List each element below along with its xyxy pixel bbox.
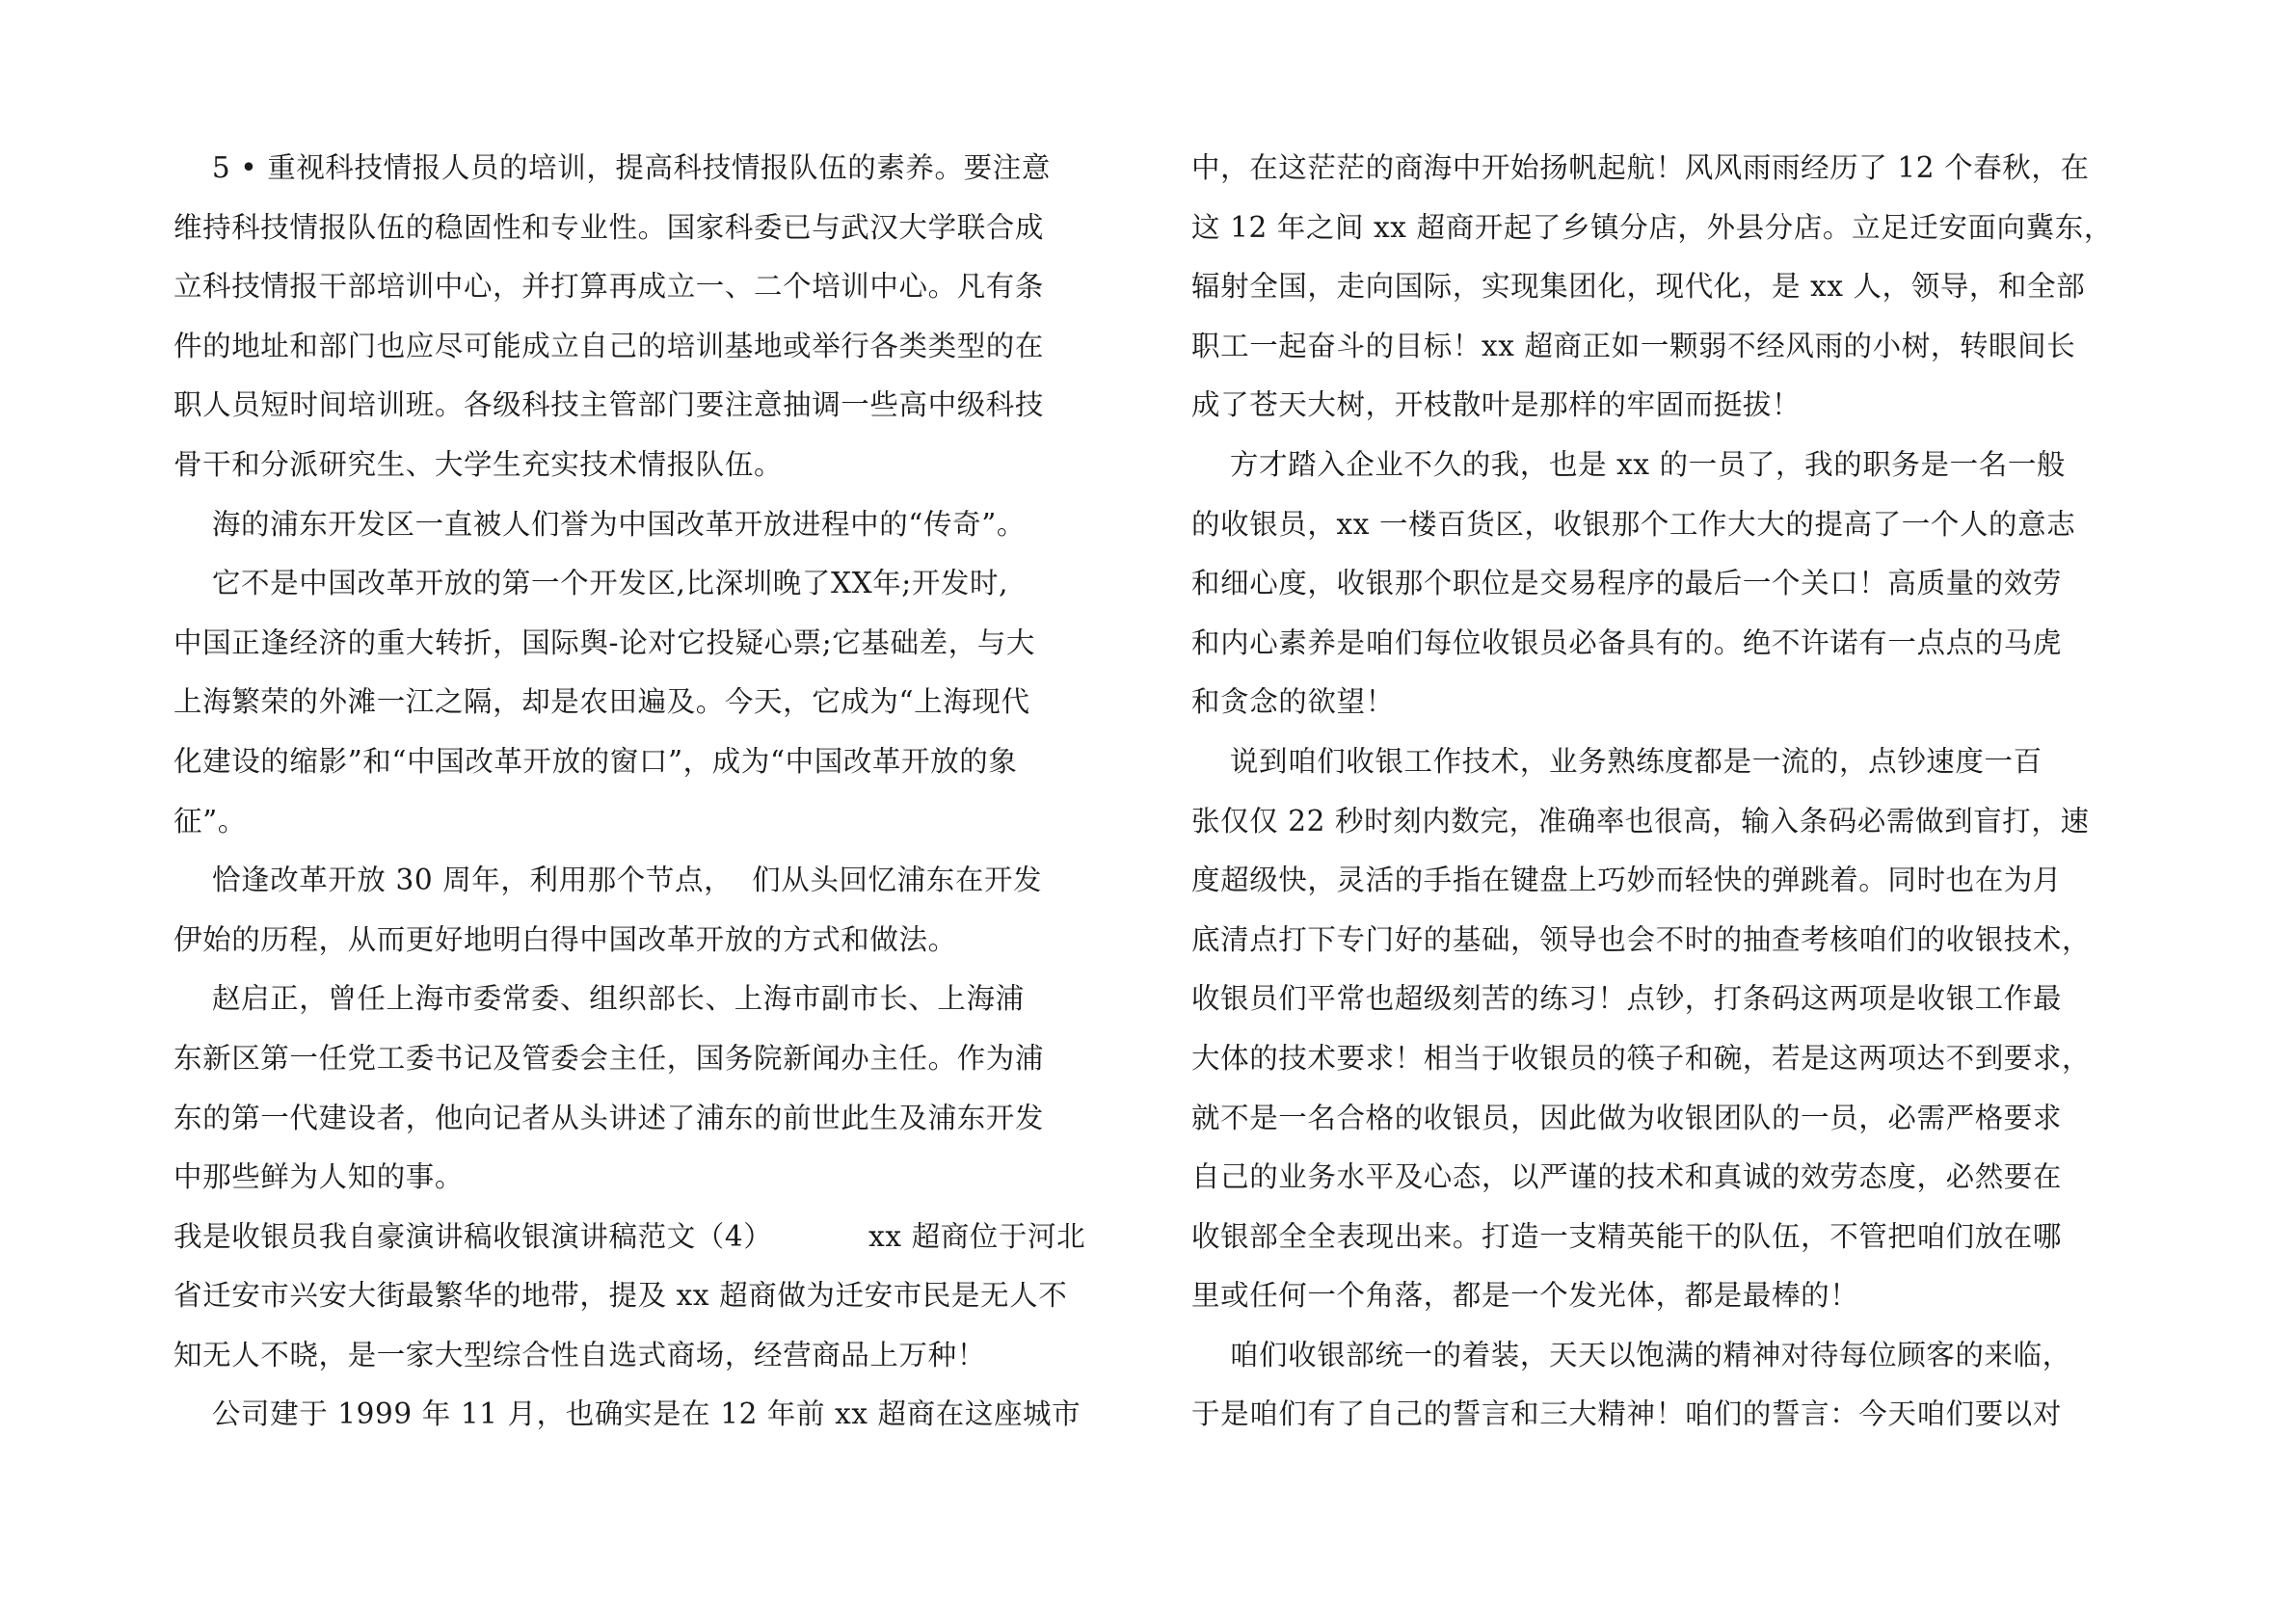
text-line: 收银员们平常也超级刻苦的练习！点钞，打条码这两项是收银工作最 (1191, 982, 2063, 1016)
text-line: 辐射全国，走向国际，实现集团化，现代化，是 xx 人，领导，和全部 (1191, 270, 2086, 304)
text-line: 收银部全全表现出来。打造一支精英能干的队伍，不管把咱们放在哪 (1191, 1219, 2063, 1253)
text-line: 大体的技术要求！相当于收银员的筷子和碗，若是这两项达不到要求， (1191, 1041, 2092, 1075)
text-line: 职人员短时间培训班。各级科技主管部门要注意抽调一些高中级科技 (174, 388, 1045, 422)
text-line: 公司建于 1999 年 11 月，也确实是在 12 年前 xx 超商在这座城市 (174, 1397, 1081, 1431)
text-line: 省迁安市兴安大街最繁华的地带，提及 xx 超商做为迁安市民是无人不 (174, 1279, 1068, 1313)
text-line: 底清点打下专门好的基础，领导也会不时的抽查考核咱们的收银技术， (1191, 922, 2092, 956)
text-line: 5 • 重视科技情报人员的培训，提高科技情报队伍的素养。要注意 (174, 151, 1051, 184)
text-line: 于是咱们有了自己的誓言和三大精神！咱们的誓言：今天咱们要以对 (1191, 1397, 2063, 1431)
text-line: 征”。 (174, 804, 247, 838)
text-line: 它不是中国改革开放的第一个开发区,比深圳晚了XX年;开发时, (174, 567, 1009, 600)
text-line: 维持科技情报队伍的稳固性和专业性。国家科委已与武汉大学联合成 (174, 210, 1045, 244)
text-line: 咱们收银部统一的着装，天天以饱满的精神对待每位顾客的来临， (1191, 1338, 2071, 1371)
text-line: 里或任何一个角落，都是一个发光体，都是最棒的！ (1191, 1279, 1859, 1313)
text-line: 说到咱们收银工作技术，业务熟练度都是一流的，点钞速度一百 (1191, 744, 2042, 778)
text-line: 和细心度，收银那个职位是交易程序的最后一个关口！高质量的效劳 (1191, 567, 2063, 600)
text-line: 和贪念的欲望！ (1191, 685, 1395, 719)
section-heading-line: 我是收银员我自豪演讲稿收银演讲稿范文（4） xx 超商位于河北 (174, 1219, 1086, 1253)
left-text-column (174, 139, 1137, 1445)
text-line: 东的第一代建设者，他向记者从头讲述了浦东的前世此生及浦东开发 (174, 1101, 1045, 1134)
right-text-column (1191, 139, 2165, 1445)
text-line: 赵启正，曾任上海市委常委、组织部长、上海市副市长、上海浦 (174, 982, 1025, 1016)
text-line: 骨干和分派研究生、大学生充实技术情报队伍。 (174, 447, 784, 481)
text-line: 成了苍天大树，开枝散叶是那样的牢固而挺拔！ (1191, 388, 1802, 422)
text-line: 这 12 年之间 xx 超商开起了乡镇分店，外县分店。立足迁安面向冀东， (1191, 210, 2113, 244)
text-line: 自己的业务水平及心态，以严谨的技术和真诚的效劳态度，必然要在 (1191, 1160, 2063, 1194)
text-line: 东新区第一任党工委书记及管委会主任，国务院新闻办主任。作为浦 (174, 1041, 1045, 1075)
text-line: 方才踏入企业不久的我，也是 xx 的一员了，我的职务是一名一般 (1191, 447, 2067, 481)
text-line: 上海繁荣的外滩一江之隔，却是农田遍及。今天，它成为“上海现代 (174, 685, 1030, 719)
text-line: 职工一起奋斗的目标！xx 超商正如一颗弱不经风雨的小树，转眼间长 (1191, 329, 2076, 362)
text-line: 知无人不晓，是一家大型综合性自选式商场，经营商品上万种！ (174, 1338, 986, 1371)
text-line: 中那些鲜为人知的事。 (174, 1160, 465, 1194)
text-line: 就不是一名合格的收银员，因此做为收银团队的一员，必需严格要求 (1191, 1101, 2063, 1134)
text-line: 海的浦东开发区一直被人们誉为中国改革开放进程中的“传奇”。 (174, 507, 1026, 541)
text-line: 和内心素养是咱们每位收银员必备具有的。绝不许诺有一点点的马虎 (1191, 625, 2063, 659)
text-line: 伊始的历程，从而更好地明白得中国改革开放的方式和做法。 (174, 922, 957, 956)
text-line: 的收银员，xx 一楼百货区，收银那个工作大大的提高了一个人的意志 (1191, 507, 2076, 541)
text-line: 度超级快，灵活的手指在键盘上巧妙而轻快的弹跳着。同时也在为月 (1191, 864, 2063, 897)
text-line: 中，在这茫茫的商海中开始扬帆起航！风风雨雨经历了 12 个春秋，在 (1191, 151, 2090, 184)
text-line: 恰逢改革开放 30 周年，利用那个节点， 们从头回忆浦东在开发 (174, 864, 1043, 897)
text-line: 件的地址和部门也应尽可能成立自己的培训基地或举行各类类型的在 (174, 329, 1045, 362)
text-line: 化建设的缩影”和“中国改革开放的窗口”，成为“中国改革开放的象 (174, 744, 1018, 778)
text-line: 中国正逢经济的重大转折，国际舆-论对它投疑心票;它基础差，与大 (174, 625, 1036, 659)
text-line: 立科技情报干部培训中心，并打算再成立一、二个培训中心。凡有条 (174, 270, 1045, 304)
text-line: 张仅仅 22 秒时刻内数完，准确率也很高，输入条码必需做到盲打，速 (1191, 804, 2090, 838)
